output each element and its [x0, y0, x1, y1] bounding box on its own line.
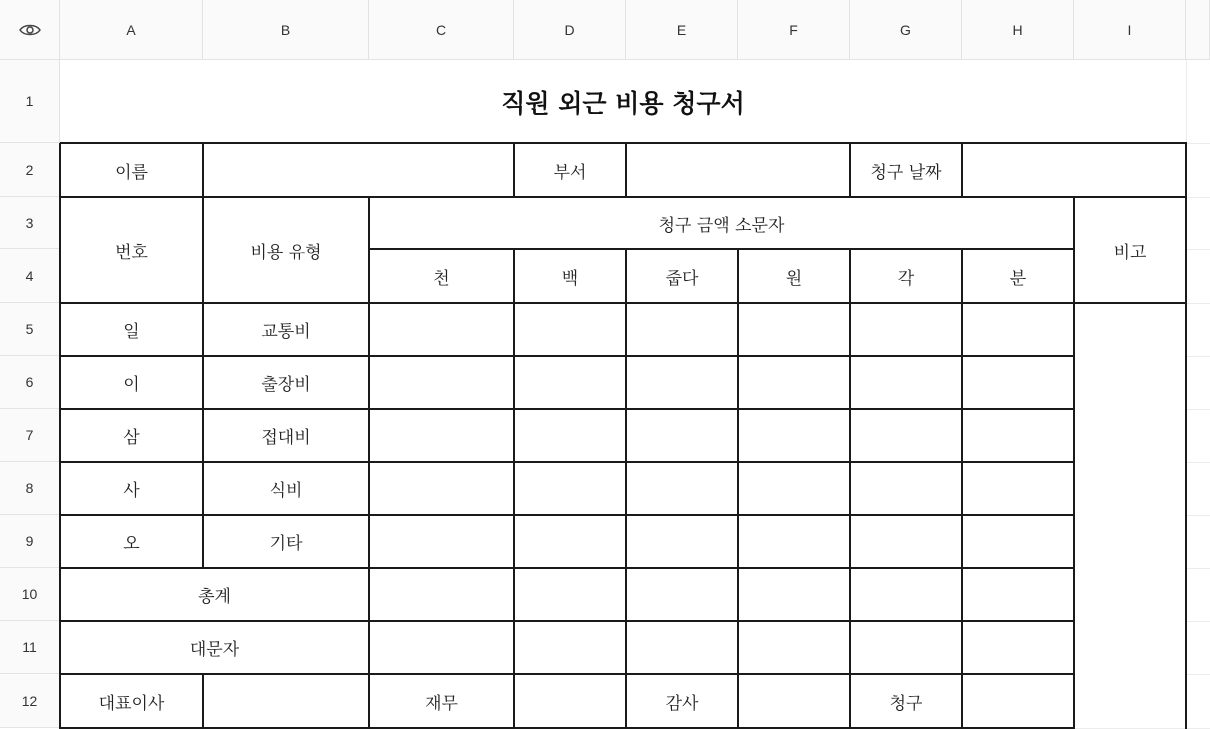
dept-label[interactable]: 부서	[514, 143, 626, 197]
number-label[interactable]: 번호	[60, 197, 203, 303]
table-border	[60, 514, 1075, 516]
claim-date-value-cell[interactable]	[962, 143, 1186, 197]
remark-value-cell[interactable]	[1074, 303, 1186, 728]
row-header-4[interactable]: 4	[0, 249, 60, 303]
item-number[interactable]: 오	[60, 515, 203, 568]
item-number[interactable]: 사	[60, 462, 203, 515]
dept-value-cell[interactable]	[626, 143, 850, 197]
item-number[interactable]: 삼	[60, 409, 203, 462]
item-type[interactable]: 기타	[203, 515, 369, 568]
table-border	[849, 674, 851, 729]
table-border	[60, 302, 1187, 304]
column-header-a[interactable]: A	[60, 0, 203, 60]
footer-label-finance[interactable]: 재무	[369, 674, 514, 728]
amount-label[interactable]: 청구 금액 소문자	[369, 197, 1074, 249]
select-all-corner[interactable]	[0, 0, 60, 60]
unit-header[interactable]: 백	[514, 249, 626, 303]
claim-date-label[interactable]: 청구 날짜	[850, 143, 962, 197]
name-value-cell[interactable]	[203, 143, 514, 197]
table-border	[60, 142, 1187, 144]
table-border	[60, 567, 1075, 569]
item-number[interactable]: 일	[60, 303, 203, 356]
row-header-5[interactable]: 5	[0, 303, 60, 356]
column-header-d[interactable]: D	[514, 0, 626, 60]
unit-header[interactable]: 천	[369, 249, 514, 303]
table-border	[202, 197, 204, 569]
table-border	[60, 620, 1075, 622]
column-header-h[interactable]: H	[962, 0, 1074, 60]
table-border	[513, 303, 515, 675]
table-border	[737, 249, 739, 304]
table-border	[368, 197, 370, 304]
row-header-10[interactable]: 10	[0, 568, 60, 621]
table-border	[513, 674, 515, 729]
table-border	[60, 673, 1075, 675]
column-header-c[interactable]: C	[369, 0, 514, 60]
table-border	[1185, 143, 1187, 729]
eye-icon	[19, 23, 41, 37]
table-border	[625, 303, 627, 675]
table-border	[202, 674, 204, 729]
remark-label[interactable]: 비고	[1074, 197, 1186, 303]
form-title[interactable]: 직원 외근 비용 청구서	[60, 60, 1186, 143]
table-border	[60, 355, 1075, 357]
table-border	[59, 143, 61, 729]
table-border	[961, 303, 963, 675]
unit-header[interactable]: 줍다	[626, 249, 738, 303]
unit-header[interactable]: 분	[962, 249, 1074, 303]
table-border	[513, 249, 515, 304]
column-header-e[interactable]: E	[626, 0, 738, 60]
table-border	[625, 143, 627, 198]
row-header-1[interactable]: 1	[0, 60, 60, 143]
column-header-g[interactable]: G	[850, 0, 962, 60]
table-border	[60, 196, 1187, 198]
item-number[interactable]: 이	[60, 356, 203, 409]
table-border	[369, 248, 1075, 250]
column-header-i[interactable]: I	[1074, 0, 1186, 60]
row-header-3[interactable]: 3	[0, 197, 60, 249]
table-border	[625, 674, 627, 729]
unit-header[interactable]: 각	[850, 249, 962, 303]
row-header-2[interactable]: 2	[0, 143, 60, 197]
table-border	[961, 143, 963, 198]
table-border	[202, 143, 204, 198]
item-type[interactable]: 접대비	[203, 409, 369, 462]
unit-header[interactable]: 원	[738, 249, 850, 303]
row-header-12[interactable]: 12	[0, 674, 60, 728]
table-border	[737, 674, 739, 729]
table-border	[368, 674, 370, 729]
table-border	[849, 143, 851, 198]
table-border	[961, 674, 963, 729]
item-type[interactable]: 교통비	[203, 303, 369, 356]
expense-type-label[interactable]: 비용 유형	[203, 197, 369, 303]
uppercase-label[interactable]: 대문자	[60, 621, 369, 674]
table-border	[1073, 197, 1075, 729]
row-header-11[interactable]: 11	[0, 621, 60, 674]
row-header-9[interactable]: 9	[0, 515, 60, 568]
name-label[interactable]: 이름	[60, 143, 203, 197]
footer-label-ceo[interactable]: 대표이사	[60, 674, 203, 728]
table-border	[368, 303, 370, 675]
footer-label-audit[interactable]: 감사	[626, 674, 738, 728]
column-header-b[interactable]: B	[203, 0, 369, 60]
item-type[interactable]: 출장비	[203, 356, 369, 409]
table-border	[60, 408, 1075, 410]
column-header-f[interactable]: F	[738, 0, 850, 60]
item-type[interactable]: 식비	[203, 462, 369, 515]
footer-label-claim[interactable]: 청구	[850, 674, 962, 728]
row-header-6[interactable]: 6	[0, 356, 60, 409]
table-border	[849, 249, 851, 304]
table-border	[60, 461, 1075, 463]
table-border	[737, 303, 739, 675]
table-border	[961, 249, 963, 304]
table-border	[625, 249, 627, 304]
row-header-7[interactable]: 7	[0, 409, 60, 462]
total-label[interactable]: 총계	[60, 568, 369, 621]
row-header-8[interactable]: 8	[0, 462, 60, 515]
table-border	[849, 303, 851, 675]
table-border	[513, 143, 515, 198]
column-header-filler	[1186, 0, 1210, 60]
